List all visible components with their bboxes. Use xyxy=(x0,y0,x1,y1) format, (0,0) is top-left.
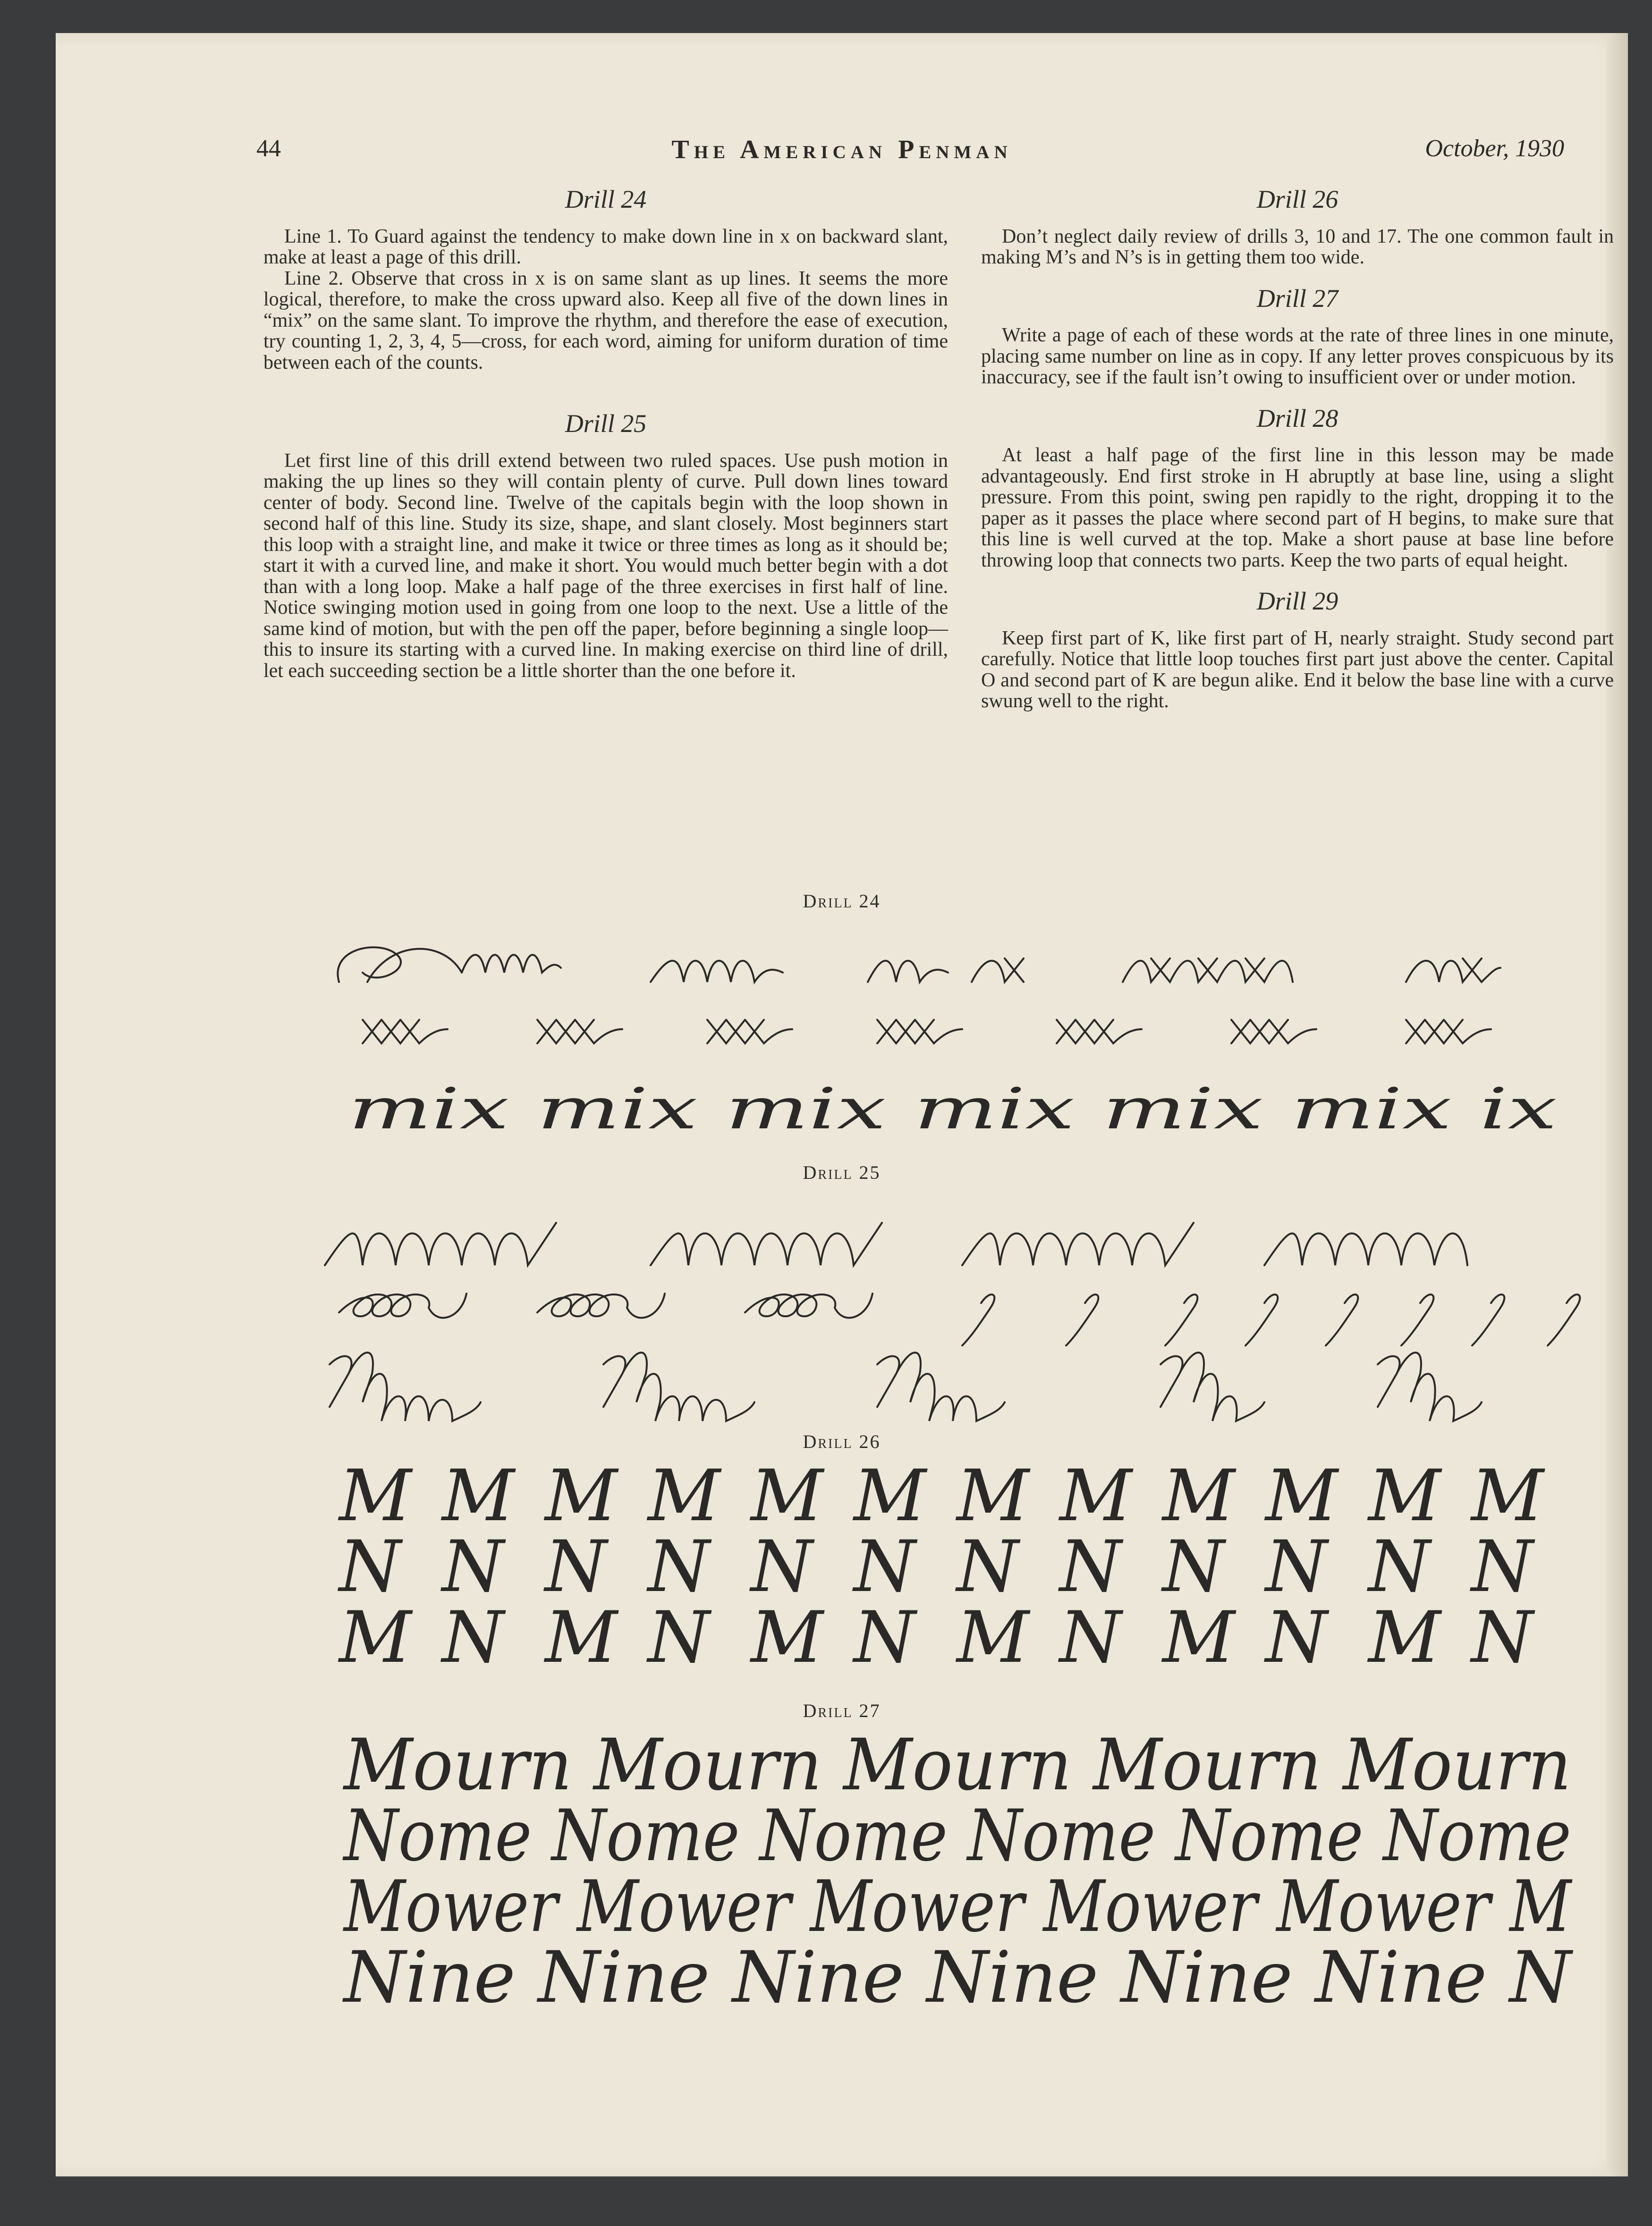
drill29-heading: Drill 29 xyxy=(1256,587,1339,615)
single-loop-stroke xyxy=(1245,1295,1278,1346)
drill26-specimen xyxy=(320,1455,1595,1685)
drill26-letter: N xyxy=(1368,1526,1431,1608)
drill27-caption: Drill 27 xyxy=(803,1700,881,1721)
drill26-letter: N xyxy=(854,1597,916,1679)
drill26-letter: M xyxy=(1368,1455,1441,1537)
script-stroke xyxy=(1057,1020,1142,1043)
drill26-letter: N xyxy=(854,1526,916,1608)
magazine-page xyxy=(56,33,1628,2176)
script-stroke xyxy=(462,955,561,973)
push-exercise-stroke xyxy=(651,1223,882,1265)
capital-exercise-stroke xyxy=(1378,1353,1482,1421)
drill26-letter: M xyxy=(648,1455,720,1537)
drill26-letter: N xyxy=(751,1526,813,1608)
single-loop-stroke xyxy=(1401,1295,1433,1346)
oval-exercise-stroke xyxy=(338,948,462,982)
drill26-letter: N xyxy=(1059,1526,1122,1608)
loop-exercise-stroke xyxy=(745,1294,873,1318)
drill27-line-nine: Nine Nine Nine Nine Nine Nine N xyxy=(342,1937,1574,2019)
page-number: 44 xyxy=(256,135,281,162)
drill26-letter: M xyxy=(1265,1455,1338,1537)
drill28-heading: Drill 28 xyxy=(1256,404,1339,432)
drill26-letter: M xyxy=(1162,1597,1235,1679)
drill26-letter: N xyxy=(648,1526,710,1608)
script-stroke xyxy=(1231,1020,1316,1043)
issue-date: October, 1930 xyxy=(1425,135,1564,162)
capital-exercise-stroke xyxy=(603,1353,754,1421)
drill26-letter: N xyxy=(442,1526,504,1608)
drill26-letter: M xyxy=(442,1455,515,1537)
drill26-letter: N xyxy=(1265,1526,1328,1608)
script-stroke xyxy=(877,1020,962,1043)
drill26-letter: N xyxy=(1265,1597,1328,1679)
single-loop-stroke xyxy=(1165,1295,1197,1346)
loop-exercise-stroke xyxy=(339,1294,466,1318)
capital-exercise-stroke xyxy=(330,1353,481,1421)
drill28-paragraph: At least a half page of the first line in this lesson may be made advantageously. End first stroke in H abruptly at base line, using a slight pressure. From this point, swing pen rapidly to the right, dropping it to the paper as it passes the place where second part of H begins, to make sure that this line is well curved at the top. Make a short pause at base line before throwing loop that connects two parts. Keep the two parts of equal height. xyxy=(981,444,1614,571)
drill26-heading: Drill 26 xyxy=(1256,185,1339,213)
drill26-letter: N xyxy=(1471,1597,1533,1679)
drill26-letter: M xyxy=(1059,1455,1132,1537)
drill26-letter: M xyxy=(339,1597,412,1679)
drill25-specimen xyxy=(320,1194,1595,1416)
drill24-paragraph-2: Line 2. Observe that cross in x is on same slant as up lines. It seems the more logical, therefore, to make the cross upward also. Keep all five of the down lines in “mix” on the same slant. To improve the rhythm, and therefore the ease of execution, try counting 1, 2, 3, 4, 5—cross, for each word, aiming for uniform duration of time between each of the counts. xyxy=(263,267,948,373)
capital-exercise-stroke xyxy=(877,1353,1005,1421)
drill26-letter: M xyxy=(751,1597,823,1679)
script-stroke xyxy=(707,1020,792,1043)
left-column xyxy=(263,185,948,682)
drill24-paragraph-1: Line 1. To Guard against the tendency to make down line in x on backward slant, make at least a page of this drill. xyxy=(263,225,948,268)
capital-exercise-stroke xyxy=(1161,1353,1264,1421)
drill26-letter: M xyxy=(1368,1597,1441,1679)
drill27-line-mourn: Mourn Mourn Mourn Mourn Mourn xyxy=(342,1724,1571,1806)
drill27-specimen xyxy=(320,1724,1595,2030)
drill24-specimen xyxy=(320,921,1595,1147)
drill26-letter: M xyxy=(957,1597,1029,1679)
drill25-caption: Drill 25 xyxy=(803,1162,881,1183)
drill26-letter: M xyxy=(751,1455,823,1537)
script-stroke xyxy=(868,958,1024,982)
drill26-letter: M xyxy=(545,1455,618,1537)
drill26-paragraph: Don’t neglect daily review of drills 3, 10 and 17. The one common fault in making M’s and N’s is in getting them too wide. xyxy=(981,225,1614,268)
single-loop-stroke xyxy=(1066,1295,1098,1346)
drill26-letter: M xyxy=(854,1455,926,1537)
single-loop-stroke xyxy=(1548,1295,1580,1346)
loop-exercise-stroke xyxy=(537,1294,665,1318)
push-exercise-stroke xyxy=(325,1223,556,1265)
drill26-caption: Drill 26 xyxy=(803,1431,881,1452)
drill27-paragraph: Write a page of each of these words at the rate of three lines in one minute, placing same number on line as in copy. If any letter proves conspicuous by its inaccuracy, see if the fault isn’t owing to insufficient over or under motion. xyxy=(981,324,1614,388)
drill24-mix-line: mix mix mix mix mix mix ix xyxy=(348,1076,1557,1142)
drill26-letter: M xyxy=(1471,1455,1544,1537)
script-stroke xyxy=(537,1020,622,1043)
drill24-heading: Drill 24 xyxy=(565,185,647,213)
drill26-letter: N xyxy=(1471,1526,1533,1608)
drill26-letter: N xyxy=(1059,1597,1122,1679)
drill26-letter: M xyxy=(339,1455,412,1537)
push-exercise-stroke xyxy=(1264,1234,1467,1266)
drill25-paragraph: Let first line of this drill extend between two ruled spaces. Use push motion in making the up lines so they will contain plenty of curve. Pull down lines toward center of body. Second line. Twelve of the capitals begin with the loop shown in second half of this line. Study its size, shape, and slant closely. Most beginners start this loop with a straight line, and make it twice or three times as long as it should be; start it with a curved line, and make it short. You would much better begin with a dot than with a long loop. Make a half page of the three exercises in first half of line. Notice swinging motion used in going from one loop to the next. Use a little of the same kind of motion, but with the pen off the paper, before beginning a single loop—this to insure its starting with a curved line. In making exercise on third line of drill, let each succeeding section be a little shorter than the one before it. xyxy=(263,449,948,682)
drill26-letter: N xyxy=(545,1526,607,1608)
drill26-letter: N xyxy=(1162,1526,1225,1608)
single-loop-stroke xyxy=(1472,1295,1504,1346)
drill26-letter: M xyxy=(545,1597,618,1679)
right-column xyxy=(981,185,1614,712)
drill26-letter: M xyxy=(957,1455,1029,1537)
script-stroke xyxy=(1406,958,1500,982)
script-stroke xyxy=(1406,1020,1491,1043)
drill27-line-nome: Nome Nome Nome Nome Nome Nome xyxy=(342,1795,1571,1877)
drill25-heading: Drill 25 xyxy=(565,409,647,438)
drill26-letter: N xyxy=(339,1526,401,1608)
single-loop-stroke xyxy=(962,1295,994,1346)
script-stroke xyxy=(363,1020,448,1043)
journal-title: The American Penman xyxy=(671,135,1012,164)
drill26-letter: M xyxy=(1162,1455,1235,1537)
script-stroke xyxy=(651,961,783,982)
drill29-paragraph: Keep first part of K, like first part of H, nearly straight. Study second part carefully. Notice that little loop touches first part just above the center. Capital O and second part of K are begun alike. End it below the base line with a curve swung well to the right. xyxy=(981,627,1614,712)
drill26-letter: N xyxy=(648,1597,710,1679)
drill24-caption: Drill 24 xyxy=(803,890,881,912)
push-exercise-stroke xyxy=(962,1223,1194,1265)
single-loop-stroke xyxy=(1326,1295,1358,1346)
drill26-letter: N xyxy=(957,1526,1019,1608)
script-stroke xyxy=(1123,958,1293,982)
drill27-heading: Drill 27 xyxy=(1256,284,1339,313)
drill26-letter: N xyxy=(442,1597,504,1679)
drill27-line-mower: Mower Mower Mower Mower Mower M xyxy=(342,1866,1573,1948)
